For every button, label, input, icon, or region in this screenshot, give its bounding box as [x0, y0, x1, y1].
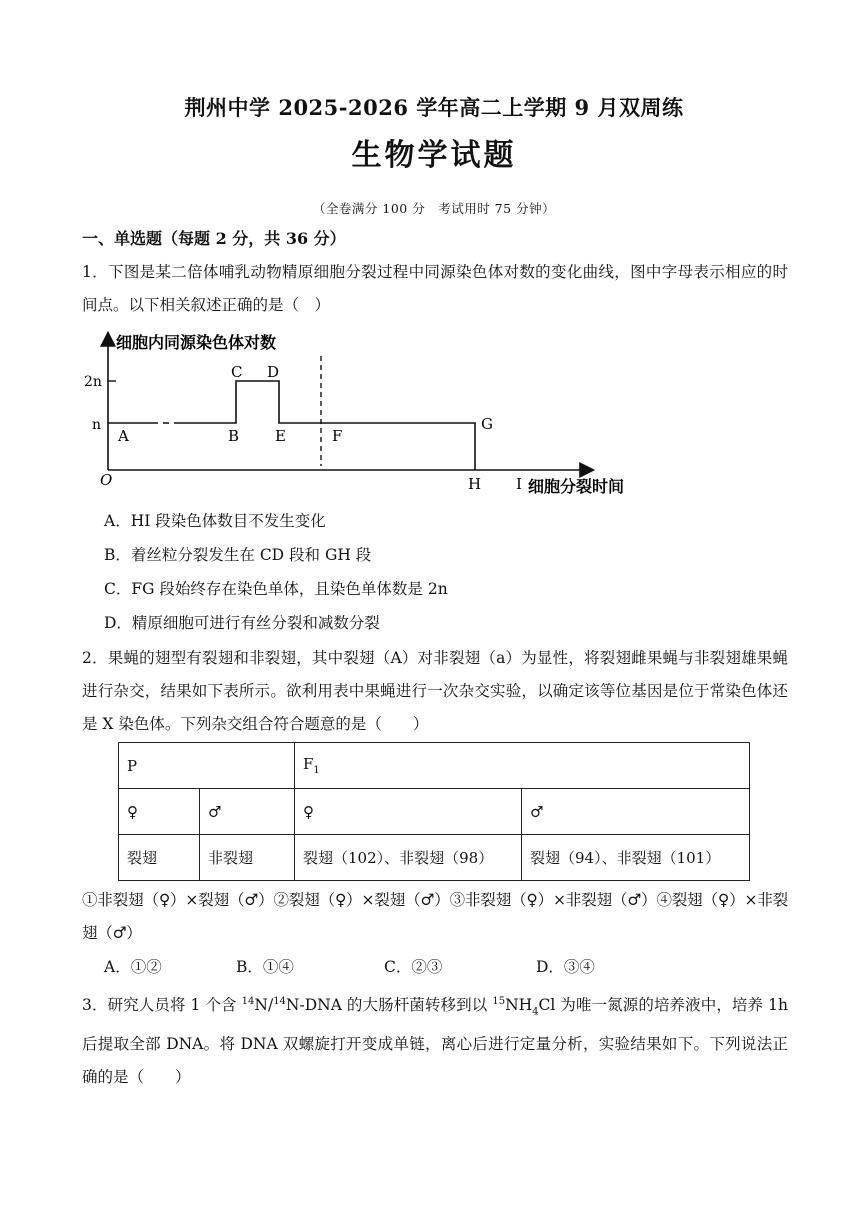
section-heading: 一、单选题（每题 2 分，共 36 分）: [82, 229, 346, 248]
q3-text: N/: [254, 996, 274, 1015]
q3-sup: 14: [273, 996, 286, 1007]
q3-text: N-DNA 的大肠杆菌转移到以: [285, 996, 493, 1015]
point-g: G: [481, 415, 493, 433]
table-cell-p-male-value: 非裂翅: [200, 835, 295, 881]
q2-answer-c: C．②③: [384, 958, 443, 976]
q2-answer-a: A．①②: [104, 958, 162, 976]
q3-sup: 15: [492, 996, 506, 1007]
q1-option-a: A．HI 段染色体数目不发生变化: [104, 512, 326, 530]
x-axis-label: 细胞分裂时间: [528, 477, 625, 496]
y-tick-n: n: [92, 417, 102, 433]
table-cell-f1-male-value: 裂翅（94）、非裂翅（101）: [522, 835, 750, 881]
q3-text: NH: [505, 996, 533, 1015]
point-e: E: [275, 427, 286, 445]
exam-note: （全卷满分 100 分 考试用时 75 分钟）: [312, 201, 556, 216]
point-c: C: [231, 363, 243, 381]
curve-line: [174, 381, 475, 470]
table-row: [119, 835, 750, 881]
table-cell-f1-female: ♀: [295, 789, 522, 835]
table-cell-p-male: ♂: [200, 789, 295, 835]
point-b: B: [228, 427, 240, 445]
table-cell-p-female: ♀: [119, 789, 200, 835]
point-f: F: [332, 427, 343, 445]
exam-title: 荆州中学 2025-2026 学年高二上学期 9 月双周练: [184, 95, 684, 120]
q1-option-d: D．精原细胞可进行有丝分裂和减数分裂: [104, 614, 380, 632]
table-cell-f1: [295, 743, 750, 789]
q2-combos: ①非裂翅（♀）×裂翅（♂）②裂翅（♀）×裂翅（♂）③非裂翅（♀）×非裂翅（♂）④裂翅（♀）×非裂翅（♂）: [82, 891, 788, 942]
q3-text: 3．研究人员将 1 个含: [82, 996, 242, 1015]
table-row: [119, 743, 750, 789]
q3-sub: 4: [532, 1006, 539, 1018]
q2-answer-d: D．③④: [536, 958, 595, 976]
q2-answer-b: B．①④: [236, 958, 294, 976]
table-cell-f1-male: ♂: [522, 789, 750, 835]
f1-subscript: 1: [313, 765, 320, 776]
table-cell-p-female-value: 裂翅: [119, 835, 200, 881]
point-d: D: [267, 363, 280, 381]
q3-stem: [82, 985, 788, 1094]
homolog-pairs-chart: [84, 328, 672, 500]
table-cell-f1-female-value: 裂翅（102）、非裂翅（98）: [295, 835, 522, 881]
point-h: H: [468, 475, 482, 493]
y-tick-2n: 2n: [84, 374, 102, 390]
y-axis-label: 细胞内同源染色体对数: [116, 333, 277, 352]
origin-label: O: [100, 471, 113, 489]
subject-title: 生物学试题: [351, 138, 517, 173]
q3-sup: 14: [241, 996, 255, 1007]
point-a: A: [118, 427, 129, 445]
q3-text: Cl 为唯一氮源的培养液中，培养 1h 后提取全部 DNA。将 DNA 双螺旋打开变成单链，离心后进行定量分析，实验结果如下。下列说法正确的是（ ）: [82, 996, 788, 1087]
cross-result-table: [118, 742, 750, 881]
q1-option-b: B．着丝粒分裂发生在 CD 段和 GH 段: [104, 546, 372, 564]
table-cell-p: P: [119, 743, 295, 789]
q1-stem: 1．下图是某二倍体哺乳动物精原细胞分裂过程中同源染色体对数的变化曲线，图中字母表示相应的时间点。以下相关叙述正确的是（ ）: [82, 263, 788, 314]
q1-option-c: C．FG 段始终存在染色单体，且染色单体数是 2n: [104, 580, 448, 598]
table-row: [119, 789, 750, 835]
point-i: I: [516, 475, 522, 493]
q2-stem: 2．果蝇的翅型有裂翅和非裂翅，其中裂翅（A）对非裂翅（a）为显性，将裂翅雌果蝇与非裂翅雄果蝇进行杂交，结果如下表所示。欲利用表中果蝇进行一次杂交实验，以确定该等位基因是位于常染色体还是 X 染色体。下列杂交组合符合题意的是（ ）: [82, 649, 788, 733]
f1-label: F: [303, 755, 314, 773]
